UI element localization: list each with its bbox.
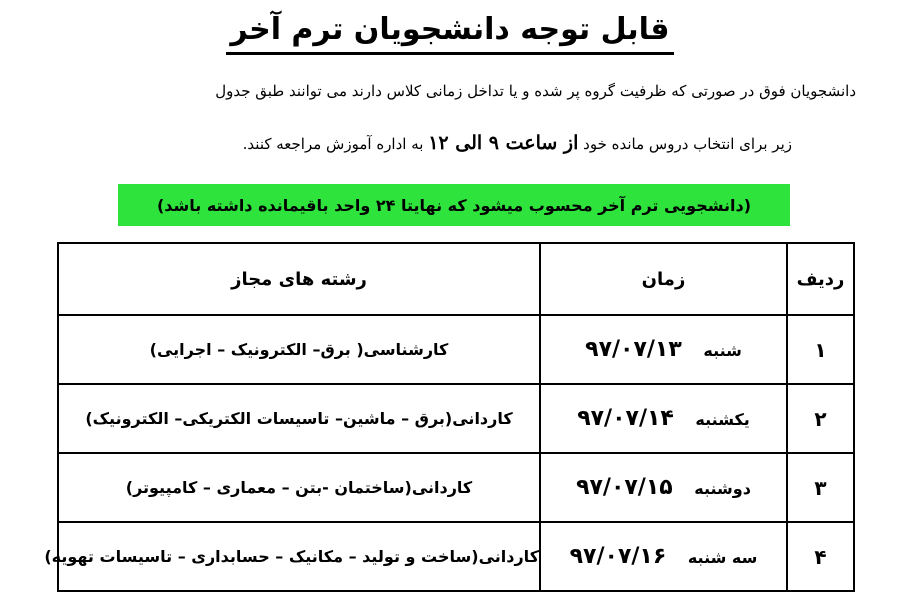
instruction-prefix: زیر برای انتخاب دروس مانده خود <box>583 135 792 153</box>
majors-cell: کاردانی(ساخت و تولید – مکانیک – حسابداری – تاسیسات تهویه) <box>58 522 540 591</box>
office-hours: از ساعت ۹ الی ۱۲ <box>428 132 579 154</box>
day-label: یکشنبه <box>695 410 750 429</box>
header-row-number: ردیف <box>787 243 854 315</box>
page-title <box>0 10 900 55</box>
table-row <box>58 453 854 522</box>
schedule-table <box>44 242 855 592</box>
majors-cell: کاردانی(ساختمان -بتن – معماری – کامپیوتر) <box>58 453 540 522</box>
date-label: ۹۷/۰۷/۱۵ <box>576 475 673 500</box>
table-row <box>58 384 854 453</box>
table-row <box>58 315 854 384</box>
row-number: ۴ <box>787 522 854 591</box>
eligibility-note <box>118 184 790 226</box>
page-title-text: قابل توجه دانشجویان ترم آخر <box>226 10 673 55</box>
instruction-suffix: به اداره آموزش مراجعه کنند. <box>242 135 424 153</box>
date-label: ۹۷/۰۷/۱۴ <box>577 406 674 431</box>
instruction-line-2 <box>72 132 792 154</box>
day-label: شنبه <box>703 341 742 360</box>
table-row <box>58 522 854 591</box>
row-number: ۲ <box>787 384 854 453</box>
instruction-line-1: دانشجویان فوق در صورتی که ظرفیت گروه پر شده و یا تداخل زمانی کلاس دارند می توانند طبق جدول <box>215 82 856 100</box>
time-cell <box>540 453 787 522</box>
table-header-row <box>58 243 854 315</box>
row-number: ۳ <box>787 453 854 522</box>
majors-cell: کارشناسی( برق– الکترونیک – اجرایی) <box>58 315 540 384</box>
day-label: سه شنبه <box>687 548 758 567</box>
time-cell <box>540 315 787 384</box>
majors-cell: کاردانی(برق – ماشین– تاسیسات الکتریکی– الکترونیک) <box>58 384 540 453</box>
header-majors: رشته های مجاز <box>58 243 540 315</box>
date-label: ۹۷/۰۷/۱۳ <box>585 337 682 362</box>
header-time: زمان <box>540 243 787 315</box>
day-label: دوشنبه <box>694 479 751 498</box>
time-cell <box>540 384 787 453</box>
date-label: ۹۷/۰۷/۱۶ <box>569 544 667 569</box>
time-cell <box>540 522 787 591</box>
eligibility-note-text: (دانشجویی ترم آخر محسوب میشود که نهایتا ۲۴ واحد باقیمانده داشته باشد) <box>156 195 752 215</box>
row-number: ۱ <box>787 315 854 384</box>
